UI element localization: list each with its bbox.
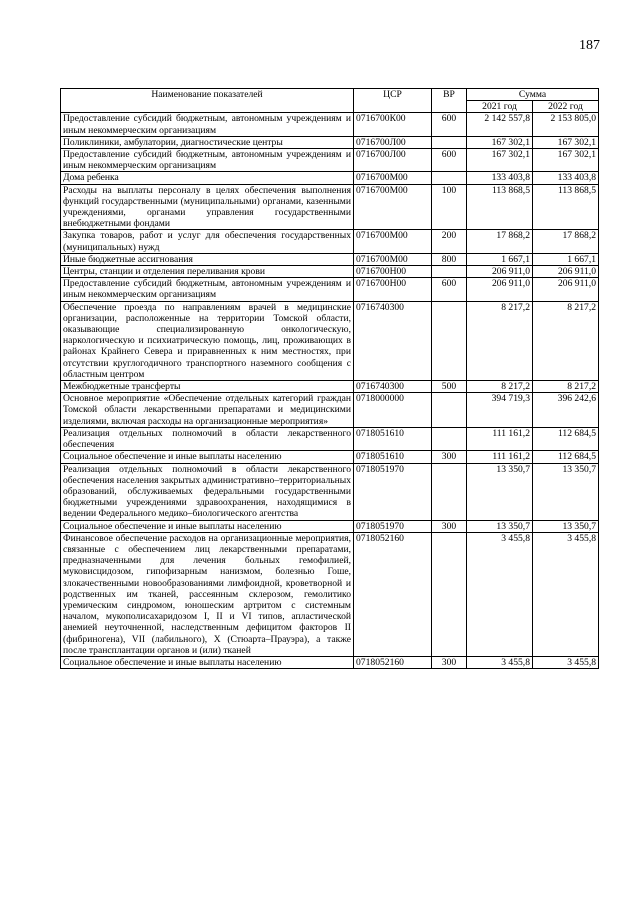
row-vr-cell: 800 <box>432 253 467 265</box>
row-name-cell: Социальное обеспечение и иные выплаты населению <box>61 520 354 532</box>
row-csr-cell: 0716700Н00 <box>354 278 432 301</box>
row-vr-cell <box>432 266 467 278</box>
row-vr-cell <box>432 532 467 656</box>
row-csr-cell: 0718052160 <box>354 532 432 656</box>
row-name-cell: Обеспечение проезда по направлениям врачей в медицинские организации, расположенные на территории Томской области, оказывающие специализированную онкологическую, наркологическую и психиатрическую помощь, лиц, проживающих в районах Крайнего Севера и приравненных к ним местностях, при отсутствии круглогодичного транспортного наземного сообщения с областным центром <box>61 301 354 380</box>
row-2022-cell: 167 302,1 <box>533 149 599 172</box>
table-row <box>61 427 599 450</box>
row-vr-cell: 500 <box>432 381 467 393</box>
row-vr-cell <box>432 136 467 148</box>
row-2022-cell: 8 217,2 <box>533 301 599 380</box>
row-name-cell: Социальное обеспечение и иные выплаты населению <box>61 451 354 463</box>
row-2022-cell: 113 868,5 <box>533 184 599 230</box>
row-name-cell: Реализация отдельных полномочий в области лекарственного обеспечения населения закрытых административно–территориальных образований, обслуживаемых федеральными государственными бюджетными учреждениями здравоохранения, находящимися в ведении Федерального медико–биологического агентства <box>61 463 354 520</box>
row-csr-cell: 0716700Л00 <box>354 149 432 172</box>
header-sum: Сумма <box>467 89 599 101</box>
row-csr-cell: 0716700К00 <box>354 113 432 136</box>
row-csr-cell: 0718051970 <box>354 520 432 532</box>
row-2021-cell: 13 350,7 <box>467 520 533 532</box>
table-header <box>61 89 599 113</box>
row-2021-cell: 17 868,2 <box>467 230 533 253</box>
row-vr-cell: 300 <box>432 520 467 532</box>
row-vr-cell: 600 <box>432 149 467 172</box>
table-row <box>61 532 599 656</box>
row-vr-cell: 300 <box>432 451 467 463</box>
row-csr-cell: 0716700Л00 <box>354 136 432 148</box>
header-year-2022: 2022 год <box>533 101 599 113</box>
row-vr-cell: 300 <box>432 656 467 668</box>
row-csr-cell: 0716700М00 <box>354 253 432 265</box>
header-year-2021: 2021 год <box>467 101 533 113</box>
row-2022-cell: 1 667,1 <box>533 253 599 265</box>
row-vr-cell <box>432 301 467 380</box>
row-2021-cell: 206 911,0 <box>467 278 533 301</box>
table-row <box>61 230 599 253</box>
header-name: Наименование показателей <box>61 89 354 113</box>
table-row <box>61 253 599 265</box>
row-csr-cell: 0718051610 <box>354 427 432 450</box>
row-name-cell: Предоставление субсидий бюджетным, автономным учреждениям и иным некоммерческим организациям <box>61 278 354 301</box>
row-2022-cell: 17 868,2 <box>533 230 599 253</box>
row-name-cell: Поликлиники, амбулатории, диагностические центры <box>61 136 354 148</box>
row-csr-cell: 0716700М00 <box>354 230 432 253</box>
row-2021-cell: 3 455,8 <box>467 656 533 668</box>
table-row <box>61 656 599 668</box>
row-2021-cell: 394 719,3 <box>467 393 533 428</box>
row-name-cell: Дома ребенка <box>61 172 354 184</box>
row-vr-cell: 200 <box>432 230 467 253</box>
row-2022-cell: 133 403,8 <box>533 172 599 184</box>
row-2022-cell: 167 302,1 <box>533 136 599 148</box>
row-2021-cell: 167 302,1 <box>467 149 533 172</box>
row-2021-cell: 13 350,7 <box>467 463 533 520</box>
row-vr-cell: 100 <box>432 184 467 230</box>
row-vr-cell <box>432 427 467 450</box>
table-row <box>61 463 599 520</box>
row-name-cell: Закупка товаров, работ и услуг для обеспечения государственных (муниципальных) нужд <box>61 230 354 253</box>
row-2021-cell: 111 161,2 <box>467 451 533 463</box>
row-name-cell: Основное мероприятие «Обеспечение отдельных категорий граждан Томской области лекарственными препаратами и медицинскими изделиями, включая расходы на организационные мероприятия» <box>61 393 354 428</box>
table-body <box>61 113 599 669</box>
header-vr: ВР <box>432 89 467 113</box>
row-2021-cell: 2 142 557,8 <box>467 113 533 136</box>
row-2022-cell: 8 217,2 <box>533 381 599 393</box>
table-row <box>61 451 599 463</box>
row-2022-cell: 13 350,7 <box>533 520 599 532</box>
row-vr-cell: 600 <box>432 113 467 136</box>
row-vr-cell: 600 <box>432 278 467 301</box>
row-name-cell: Реализация отдельных полномочий в области лекарственного обеспечения <box>61 427 354 450</box>
table-row <box>61 136 599 148</box>
row-2021-cell: 113 868,5 <box>467 184 533 230</box>
row-2022-cell: 13 350,7 <box>533 463 599 520</box>
row-2021-cell: 1 667,1 <box>467 253 533 265</box>
row-name-cell: Центры, станции и отделения переливания крови <box>61 266 354 278</box>
row-csr-cell: 0718000000 <box>354 393 432 428</box>
page-number: 187 <box>579 38 600 53</box>
table-row <box>61 301 599 380</box>
row-vr-cell <box>432 463 467 520</box>
budget-table <box>60 88 599 669</box>
row-2021-cell: 206 911,0 <box>467 266 533 278</box>
row-csr-cell: 0716700М00 <box>354 172 432 184</box>
row-2021-cell: 8 217,2 <box>467 301 533 380</box>
row-name-cell: Финансовое обеспечение расходов на организационные мероприятия, связанные с обеспечением лиц лекарственными препаратами, предназначенными для лечения больных гемофилией, муковисцидозом, гипофизарным нанизмом, болезнью Гоше, злокачественными новообразованиями лимфоидной, кроветворной и родственных им тканей, рассеянным склерозом, гемолитико уремическим синдромом, юношеским артритом с системным началом, мукополисахаридозом I, II и VI типов, апластической анемией неуточненной, наследственным дефицитом факторов II (фибриногена), VII (лабильного), X (Стюарта–Прауэра), а также после трансплантации органов и (или) тканей <box>61 532 354 656</box>
row-vr-cell <box>432 172 467 184</box>
row-2022-cell: 3 455,8 <box>533 656 599 668</box>
row-name-cell: Иные бюджетные ассигнования <box>61 253 354 265</box>
row-csr-cell: 0718051970 <box>354 463 432 520</box>
table-row <box>61 172 599 184</box>
row-2021-cell: 8 217,2 <box>467 381 533 393</box>
table-row <box>61 520 599 532</box>
table-row <box>61 278 599 301</box>
row-name-cell: Расходы на выплаты персоналу в целях обеспечения выполнения функций государственными (муниципальными) органами, казенными учреждениями, органами управления государственными внебюджетными фондами <box>61 184 354 230</box>
header-csr: ЦСР <box>354 89 432 113</box>
row-2021-cell: 167 302,1 <box>467 136 533 148</box>
table-row <box>61 381 599 393</box>
row-csr-cell: 0716700Н00 <box>354 266 432 278</box>
row-name-cell: Межбюджетные трансферты <box>61 381 354 393</box>
row-2022-cell: 3 455,8 <box>533 532 599 656</box>
table-row <box>61 266 599 278</box>
table-row <box>61 184 599 230</box>
row-2021-cell: 111 161,2 <box>467 427 533 450</box>
row-csr-cell: 0716740300 <box>354 301 432 380</box>
row-2022-cell: 112 684,5 <box>533 451 599 463</box>
row-csr-cell: 0718052160 <box>354 656 432 668</box>
row-2021-cell: 133 403,8 <box>467 172 533 184</box>
row-csr-cell: 0716740300 <box>354 381 432 393</box>
row-name-cell: Предоставление субсидий бюджетным, автономным учреждениям и иным некоммерческим организациям <box>61 113 354 136</box>
row-name-cell: Социальное обеспечение и иные выплаты населению <box>61 656 354 668</box>
row-2021-cell: 3 455,8 <box>467 532 533 656</box>
row-name-cell: Предоставление субсидий бюджетным, автономным учреждениям и иным некоммерческим организациям <box>61 149 354 172</box>
table-row <box>61 393 599 428</box>
table-row <box>61 113 599 136</box>
row-2022-cell: 2 153 805,0 <box>533 113 599 136</box>
row-2022-cell: 112 684,5 <box>533 427 599 450</box>
row-csr-cell: 0718051610 <box>354 451 432 463</box>
row-vr-cell <box>432 393 467 428</box>
row-2022-cell: 206 911,0 <box>533 278 599 301</box>
table-row <box>61 149 599 172</box>
row-2022-cell: 206 911,0 <box>533 266 599 278</box>
row-csr-cell: 0716700М00 <box>354 184 432 230</box>
row-2022-cell: 396 242,6 <box>533 393 599 428</box>
